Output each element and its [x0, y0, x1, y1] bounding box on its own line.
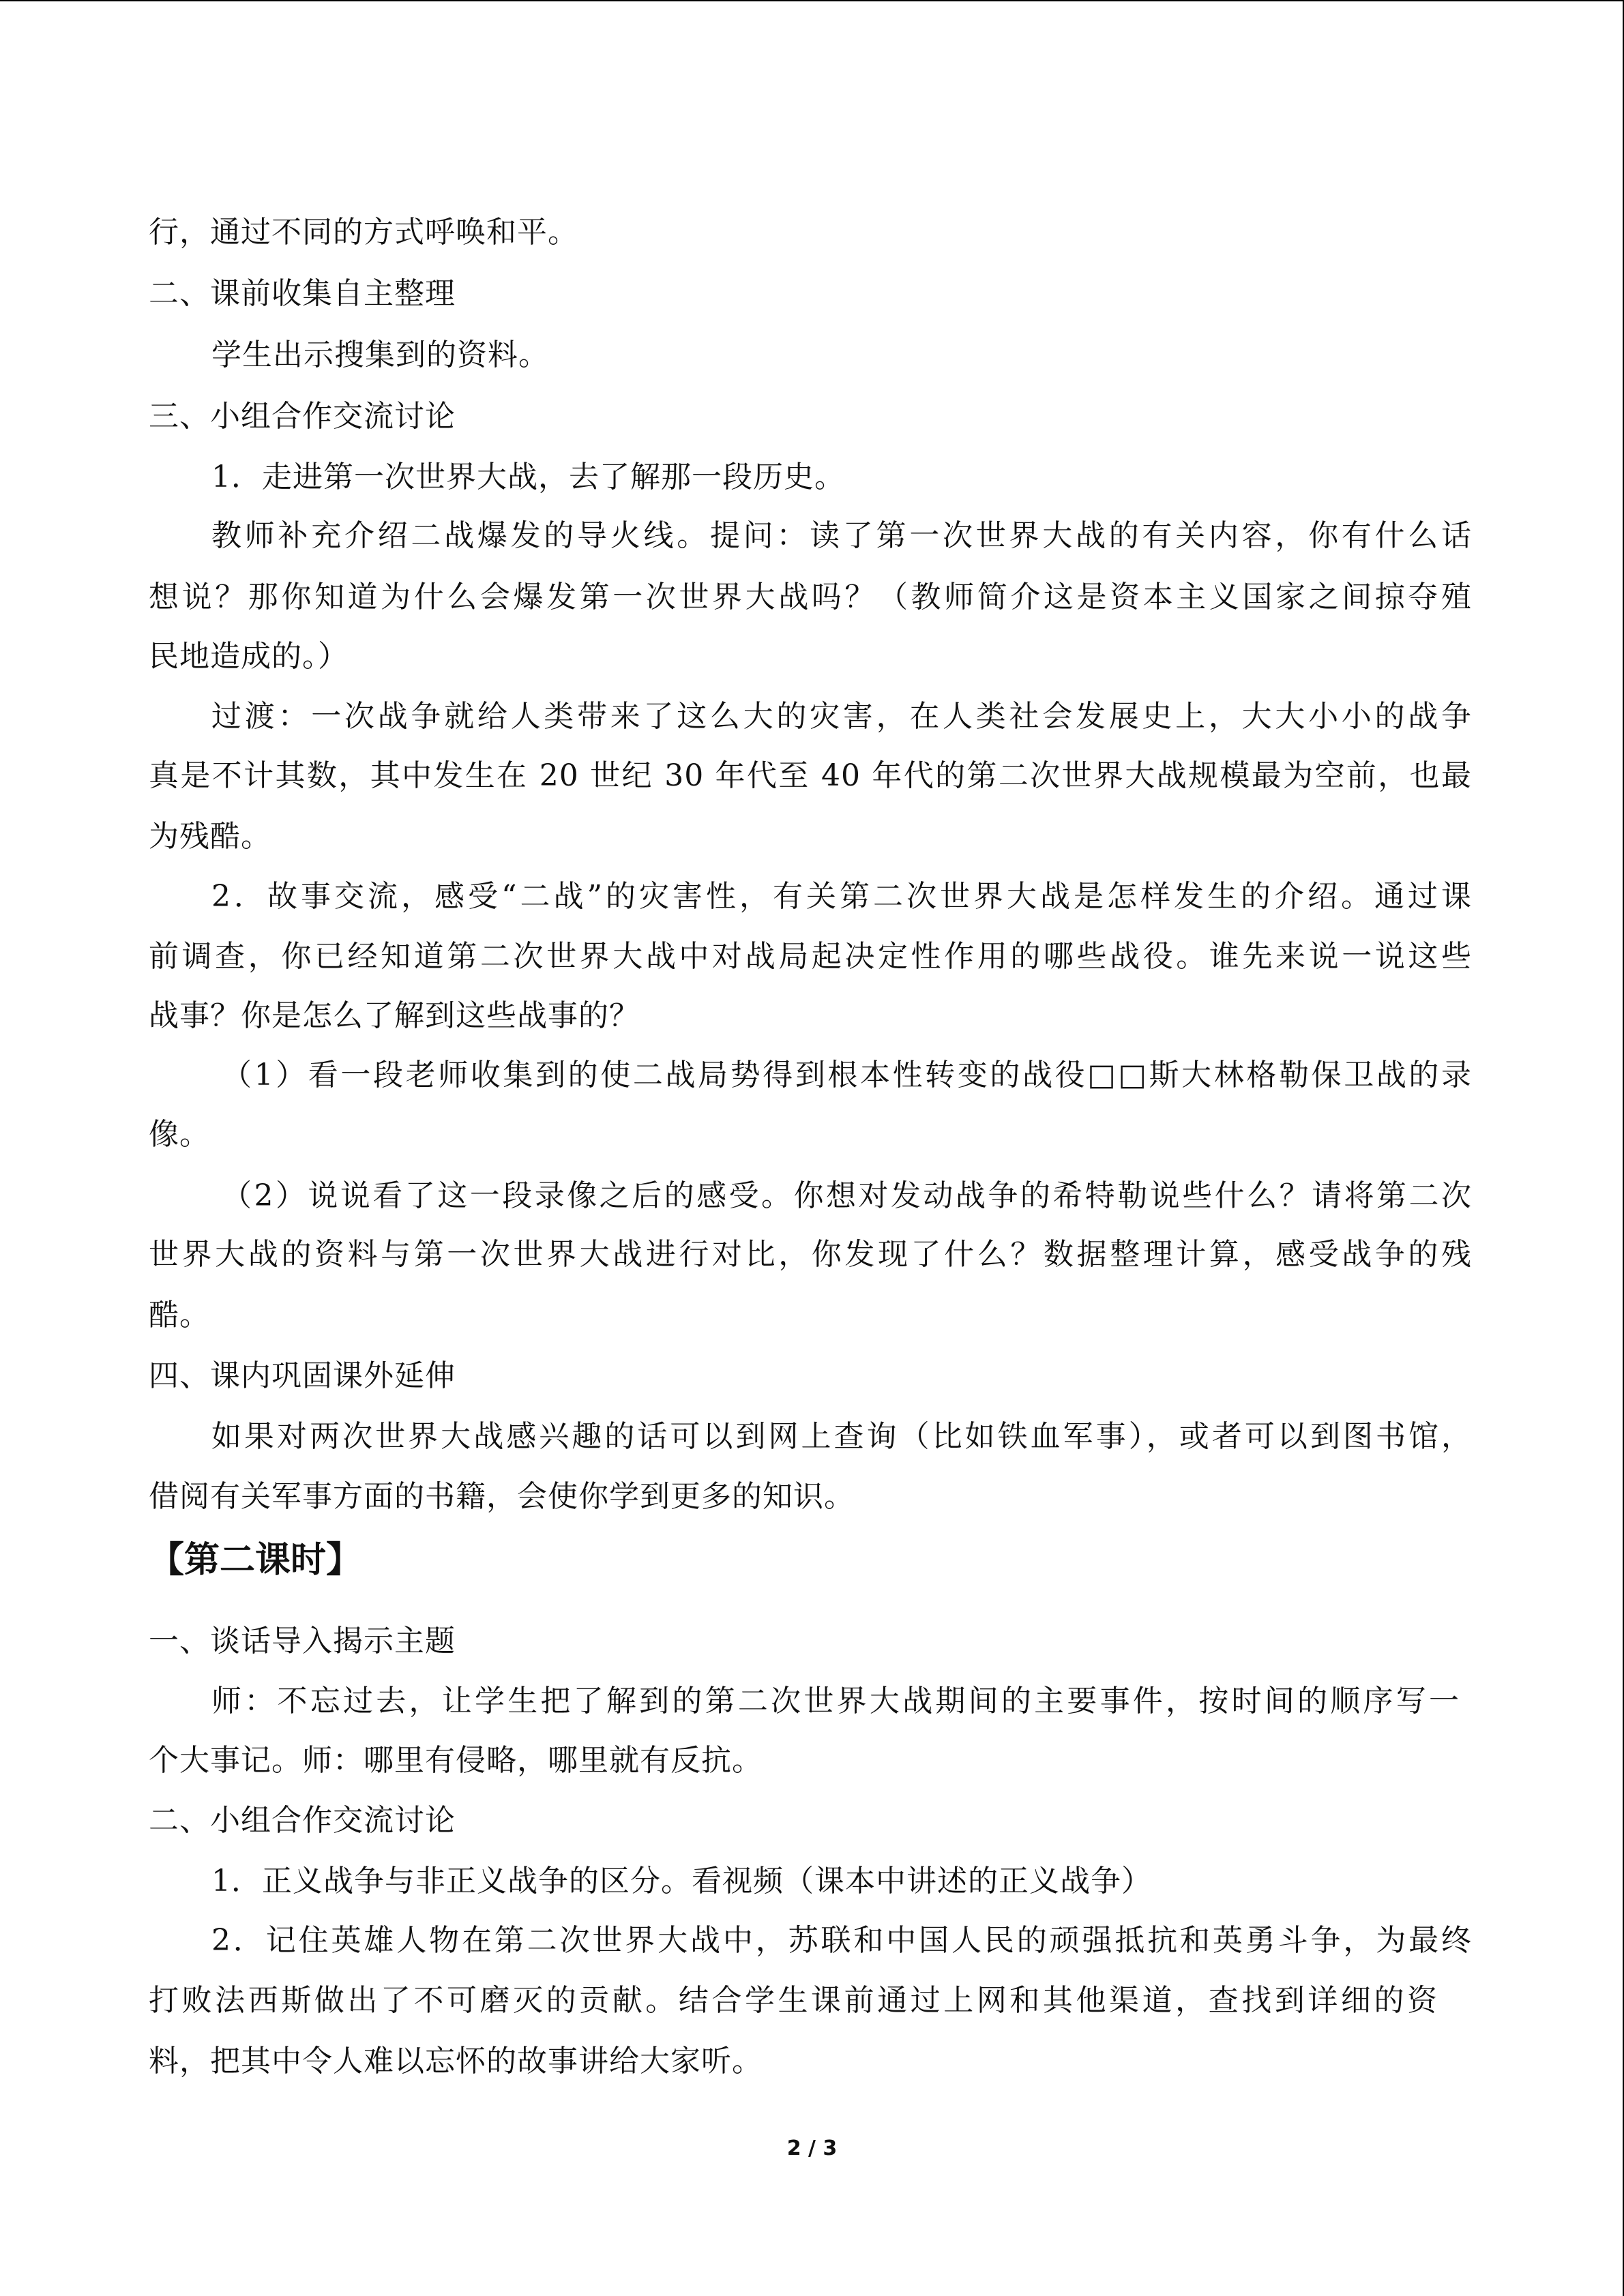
section-heading: 三、小组合作交流讨论	[149, 399, 456, 434]
paragraph-line: 民地造成的。）	[149, 639, 349, 674]
paragraph-line: 真是不计其数，其中发生在 20 世纪 30 年代至 40 年代的第二次世界大战规模最为空前，也最	[149, 758, 1472, 793]
list-item: 1．正义战争与非正义战争的区分。看视频（课本中讲述的正义战争）	[211, 1864, 1152, 1898]
paragraph-line: 过渡：一次战争就给人类带来了这么大的灾害，在人类社会发展史上，大大小小的战争	[211, 699, 1472, 734]
list-item: （1）看一段老师收集到的使二战局势得到根本性转变的战役□□斯大林格勒保卫战的录	[222, 1058, 1472, 1092]
paragraph-line: 学生出示搜集到的资料。	[211, 338, 549, 372]
section-heading: 二、小组合作交流讨论	[149, 1803, 456, 1838]
paragraph-line: 教师补充介绍二战爆发的导火线。提问：读了第一次世界大战的有关内容，你有什么话	[211, 518, 1472, 553]
paragraph-line: 酷。	[149, 1298, 210, 1332]
list-item: 2．记住英雄人物在第二次世界大战中，苏联和中国人民的顽强抵抗和英勇斗争，为最终	[211, 1923, 1472, 1958]
paragraph-line: 师：不忘过去，让学生把了解到的第二次世界大战期间的主要事件，按时间的顺序写一	[211, 1684, 1460, 1718]
paragraph-line: 如果对两次世界大战感兴趣的话可以到网上查询（比如铁血军事），或者可以到图书馆，	[211, 1419, 1472, 1454]
paragraph-line: 前调查，你已经知道第二次世界大战中对战局起决定性作用的哪些战役。谁先来说一说这些	[149, 939, 1472, 974]
paragraph-line: 借阅有关军事方面的书籍，会使你学到更多的知识。	[149, 1479, 855, 1514]
list-item: 2．故事交流，感受“二战”的灾害性，有关第二次世界大战是怎样发生的介绍。通过课	[211, 879, 1472, 914]
paragraph-line: 战事？你是怎么了解到这些战事的？	[149, 998, 640, 1033]
paragraph-line: 个大事记。师：哪里有侵略，哪里就有反抗。	[149, 1743, 763, 1778]
paragraph-line: 想说？那你知道为什么会爆发第一次世界大战吗？（教师简介这是资本主义国家之间掠夺殖	[149, 580, 1472, 614]
paragraph-line: 料，把其中令人难以忘怀的故事讲给大家听。	[149, 2044, 763, 2078]
section-heading: 二、课前收集自主整理	[149, 276, 456, 311]
section-heading: 四、课内巩固课外延伸	[149, 1358, 456, 1393]
paragraph-line: 世界大战的资料与第一次世界大战进行对比，你发现了什么？数据整理计算，感受战争的残	[149, 1237, 1472, 1272]
paragraph-line: 行，通过不同的方式呼唤和平。	[149, 215, 578, 250]
paragraph-line: 像。	[149, 1117, 210, 1152]
page-border-top	[0, 0, 1624, 1]
lesson-heading: 【第二课时】	[149, 1540, 362, 1581]
list-item: （2）说说看了这一段录像之后的感受。你想对发动战争的希特勒说些什么？请将第二次	[222, 1178, 1472, 1213]
paragraph-line: 打败法西斯做出了不可磨灭的贡献。结合学生课前通过上网和其他渠道，查找到详细的资	[149, 1983, 1438, 2018]
list-item: 1．走进第一次世界大战，去了解那一段历史。	[211, 460, 845, 494]
section-heading: 一、谈话导入揭示主题	[149, 1624, 456, 1658]
paragraph-line: 为残酷。	[149, 819, 271, 854]
page-number: 2 / 3	[786, 2136, 838, 2160]
